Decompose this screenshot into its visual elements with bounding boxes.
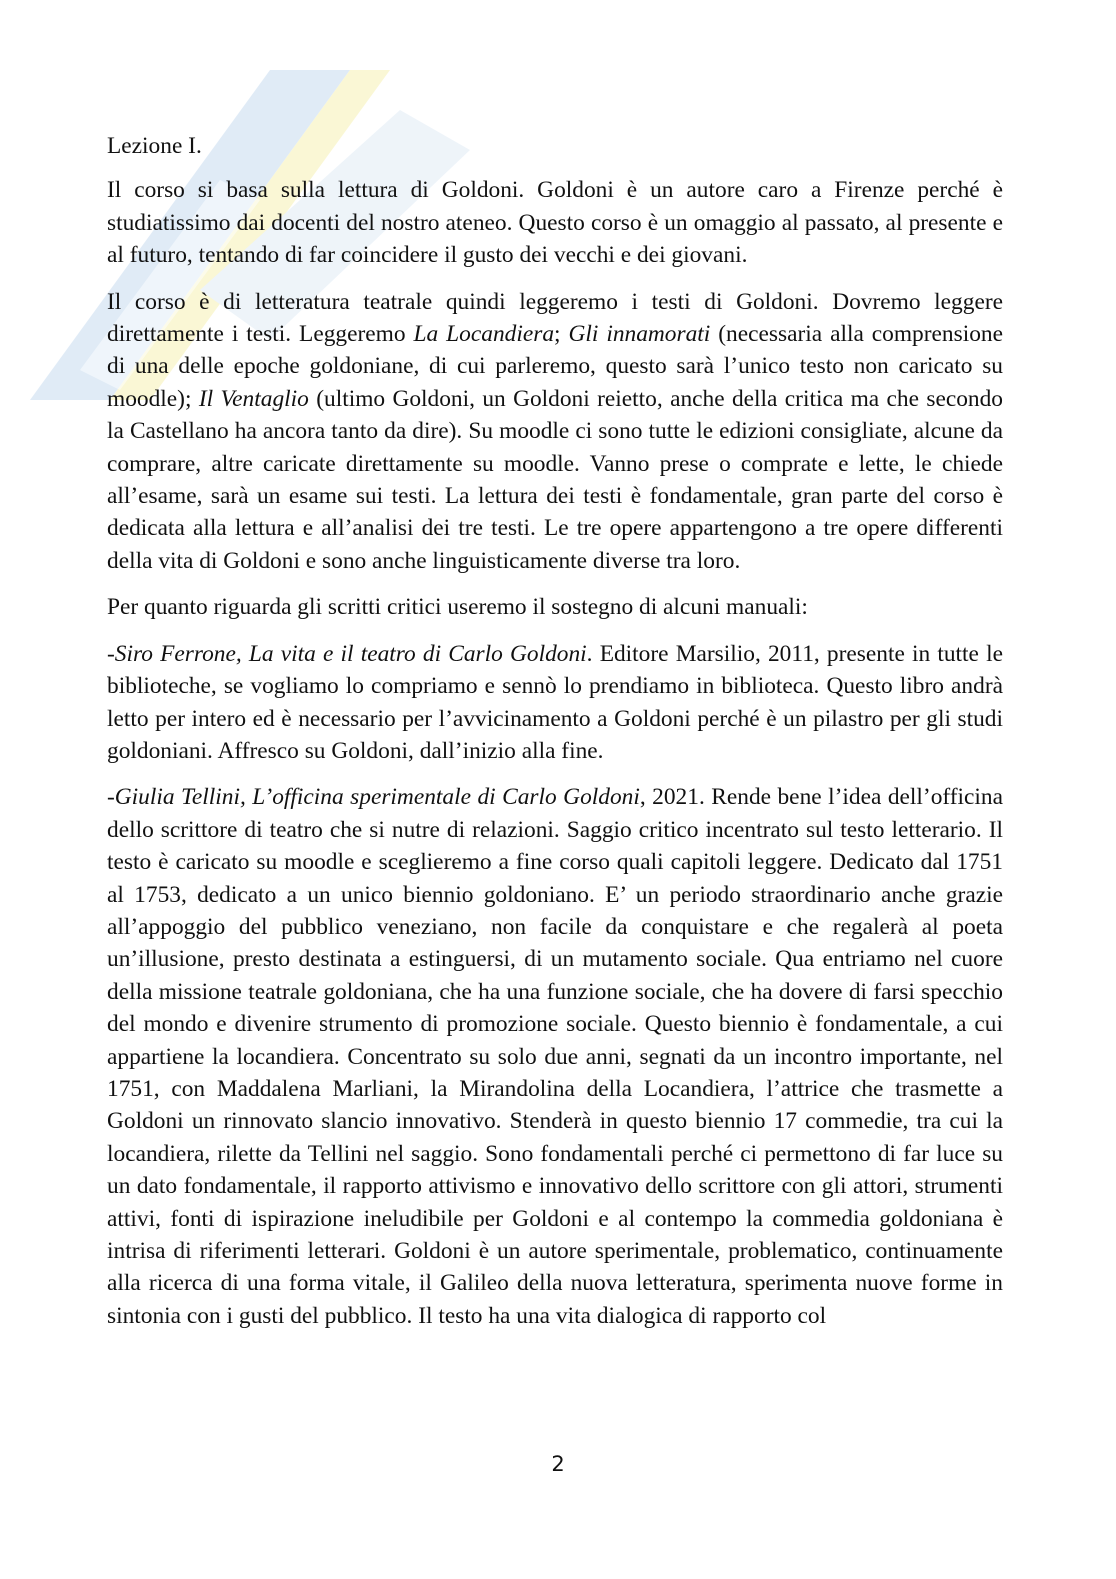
- paragraph-ferrone: [107, 638, 1003, 768]
- document-body: [107, 130, 1003, 1346]
- paragraph-intro: Il corso si basa sulla lettura di Goldoni. Goldoni è un autore caro a Firenze perché è studiatissimo dai docenti del nostro ateneo. Questo corso è un omaggio al passato, al presente e al futuro, tentando di far coincidere il gusto dei vecchi e dei giovani.: [107, 177, 1003, 269]
- ferrone-description: . Editore Marsilio, 2011, presente in tutte le biblioteche, se vogliamo lo compriamo e sennò lo prendiamo in biblioteca. Questo libro andrà letto per intero ed è necessario per l’avvicinamento a Goldoni perché è un pilastro per gli studi goldoniani. Affresco su Goldoni, dall’inizio alla fine.: [107, 640, 1003, 764]
- title-il-ventaglio: Il Ventaglio: [198, 385, 309, 412]
- paragraph-tellini: [107, 781, 1003, 1332]
- book-title-ferrone: -Siro Ferrone, La vita e il teatro di Carlo Goldoni: [107, 640, 587, 667]
- paragraph-texts: [107, 286, 1003, 578]
- title-la-locandiera: La Locandiera: [413, 321, 555, 348]
- book-title-tellini: -Giulia Tellini, L’officina sperimentale di Carlo Goldoni: [107, 784, 640, 811]
- paragraph-texts-part-c: (necessaria alla comprensione di una delle epoche goldoniane, di cui parleremo, questo sarà l’unico testo non caricato su moodle);: [107, 321, 1003, 412]
- title-gli-innamorati: Gli innamorati: [568, 321, 711, 348]
- paragraph-texts-part-d: (ultimo Goldoni, un Goldoni reietto, anche della critica ma che secondo la Castellano ha ancora tanto da dire). Su moodle ci sono tutte le edizioni consigliate, alcune da comprare, altre caricate direttamente su moodle. Vanno prese o comprate e lette, le chiede all’esame, sarà un esame sui testi. La lettura dei testi è fondamentale, gran parte del corso è dedicata alla lettura e all’analisi dei tre testi. Le tre opere appartengono a tre opere differenti della vita di Goldoni e sono anche linguisticamente diverse tra loro.: [107, 385, 1004, 574]
- tellini-description: , 2021. Rende bene l’idea dell’officina dello scrittore di teatro che si nutre di relazioni. Saggio critico incentrato sul testo letterario. Il testo è caricato su moodle e sceglieremo a fine corso quali capitoli leggere. Dedicato dal 1751 al 1753, dedicato a un unico biennio goldoniano. E’ un periodo straordinario anche grazie all’appoggio del pubblico veneziano, non facile da conquistare e che regalerà al poeta un’illusione, presto destinata a estinguersi, di un mutamento sociale. Qua entriamo nel cuore della missione teatrale goldoniana, che ha una funzione sociale, che ha dovere di farsi specchio del mondo e divenire strumento di promozione sociale. Questo biennio è fondamentale, a cui appartiene la locandiera. Concentrato su solo due anni, segnati da un incontro importante, nel 1751, con Maddalena Marliani, la Mirandolina della Locandiera, l’attrice che trasmette a Goldoni un rinnovato slancio innovativo. Stenderà in questo biennio 17 commedie, tra cui la locandiera, rilette da Tellini nel saggio. Sono fondamentali perché ci permettono di far luce su un dato fondamentale, il rapporto attivismo e innovativo dello scrittore con gli attori, strumenti attivi, fonti di ispirazione ineludibile per Goldoni e al contempo la commedia goldoniana è intrisa di riferimenti letterari. Goldoni è un autore sperimentale, problematico, continuamente alla ricerca di una forma vitale, il Galileo della nuova letteratura, sperimenta nuove forme in sintonia con i gusti del pubblico. Il testo ha una vita dialogica di rapporto col: [107, 784, 1003, 1329]
- paragraph-manuals-intro: Per quanto riguarda gli scritti critici useremo il sostegno di alcuni manuali:: [107, 594, 808, 621]
- page-number: 2: [551, 1452, 565, 1476]
- lesson-heading: Lezione I.: [107, 133, 202, 159]
- paragraph-texts-part-a: Il corso è di letteratura teatrale quindi leggeremo i testi di Goldoni. Dovremo leggere direttamente i testi. Leggeremo: [107, 288, 1003, 348]
- paragraph-texts-part-b: ;: [554, 321, 569, 348]
